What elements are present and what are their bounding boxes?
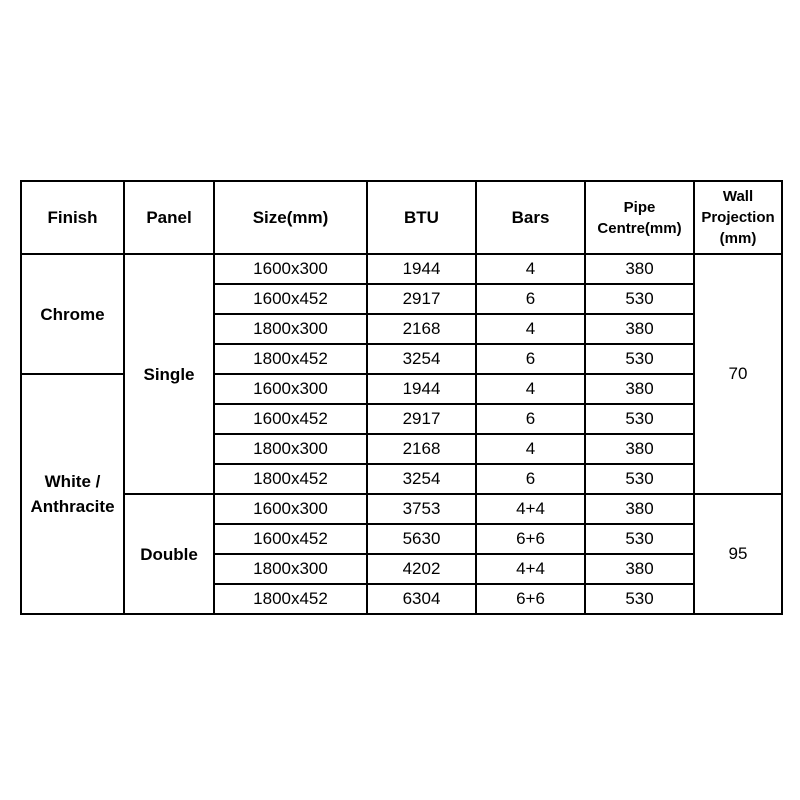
cell-btu: 6304 — [367, 584, 476, 614]
cell-btu: 2917 — [367, 284, 476, 314]
header-size: Size(mm) — [214, 181, 367, 254]
wall-projection-single: 70 — [694, 254, 782, 494]
cell-bars: 4+4 — [476, 494, 585, 524]
cell-size: 1800x300 — [214, 434, 367, 464]
cell-pipe: 530 — [585, 404, 694, 434]
cell-size: 1800x452 — [214, 464, 367, 494]
cell-btu: 2168 — [367, 434, 476, 464]
cell-pipe: 380 — [585, 434, 694, 464]
finish-white-line2: Anthracite — [30, 497, 115, 516]
cell-pipe: 530 — [585, 524, 694, 554]
cell-pipe: 380 — [585, 494, 694, 524]
cell-btu: 3254 — [367, 464, 476, 494]
cell-pipe: 530 — [585, 464, 694, 494]
header-pipe-line1: Pipe — [623, 198, 656, 216]
cell-pipe: 380 — [585, 254, 694, 284]
panel-single: Single — [124, 254, 214, 494]
table-row — [21, 254, 782, 284]
cell-btu: 2917 — [367, 404, 476, 434]
table-row — [21, 494, 782, 524]
panel-double: Double — [124, 494, 214, 614]
wall-projection-double: 95 — [694, 494, 782, 614]
cell-bars: 6 — [476, 284, 585, 314]
cell-bars: 4+4 — [476, 554, 585, 584]
header-wall-line3: (mm) — [719, 230, 757, 247]
cell-bars: 4 — [476, 314, 585, 344]
finish-white-line1: White / — [44, 472, 101, 491]
cell-bars: 6 — [476, 404, 585, 434]
finish-white-anthracite — [21, 374, 124, 614]
cell-btu: 2168 — [367, 314, 476, 344]
cell-size: 1600x452 — [214, 284, 367, 314]
cell-btu: 1944 — [367, 254, 476, 284]
cell-bars: 6+6 — [476, 584, 585, 614]
cell-bars: 4 — [476, 434, 585, 464]
radiator-spec-table — [20, 180, 783, 615]
cell-size: 1600x300 — [214, 374, 367, 404]
header-panel: Panel — [124, 181, 214, 254]
cell-size: 1600x300 — [214, 254, 367, 284]
header-row — [21, 181, 782, 254]
cell-btu: 3254 — [367, 344, 476, 374]
header-pipe-line2: Centre(mm) — [597, 219, 682, 237]
header-finish: Finish — [21, 181, 124, 254]
cell-btu: 1944 — [367, 374, 476, 404]
finish-chrome: Chrome — [21, 254, 124, 374]
cell-btu: 3753 — [367, 494, 476, 524]
cell-size: 1600x300 — [214, 494, 367, 524]
cell-size: 1800x452 — [214, 584, 367, 614]
header-wall-line2: Projection — [701, 209, 775, 226]
cell-pipe: 530 — [585, 344, 694, 374]
cell-btu: 5630 — [367, 524, 476, 554]
header-pipe-centre — [585, 181, 694, 254]
cell-bars: 4 — [476, 254, 585, 284]
header-wall-projection — [694, 181, 782, 254]
cell-bars: 6 — [476, 464, 585, 494]
header-btu: BTU — [367, 181, 476, 254]
cell-pipe: 530 — [585, 284, 694, 314]
cell-bars: 6+6 — [476, 524, 585, 554]
cell-bars: 6 — [476, 344, 585, 374]
cell-size: 1600x452 — [214, 524, 367, 554]
cell-btu: 4202 — [367, 554, 476, 584]
cell-size: 1800x300 — [214, 314, 367, 344]
cell-size: 1800x452 — [214, 344, 367, 374]
cell-pipe: 530 — [585, 584, 694, 614]
cell-pipe: 380 — [585, 314, 694, 344]
header-bars: Bars — [476, 181, 585, 254]
cell-pipe: 380 — [585, 554, 694, 584]
cell-bars: 4 — [476, 374, 585, 404]
header-wall-line1: Wall — [722, 188, 754, 205]
cell-size: 1600x452 — [214, 404, 367, 434]
cell-pipe: 380 — [585, 374, 694, 404]
cell-size: 1800x300 — [214, 554, 367, 584]
